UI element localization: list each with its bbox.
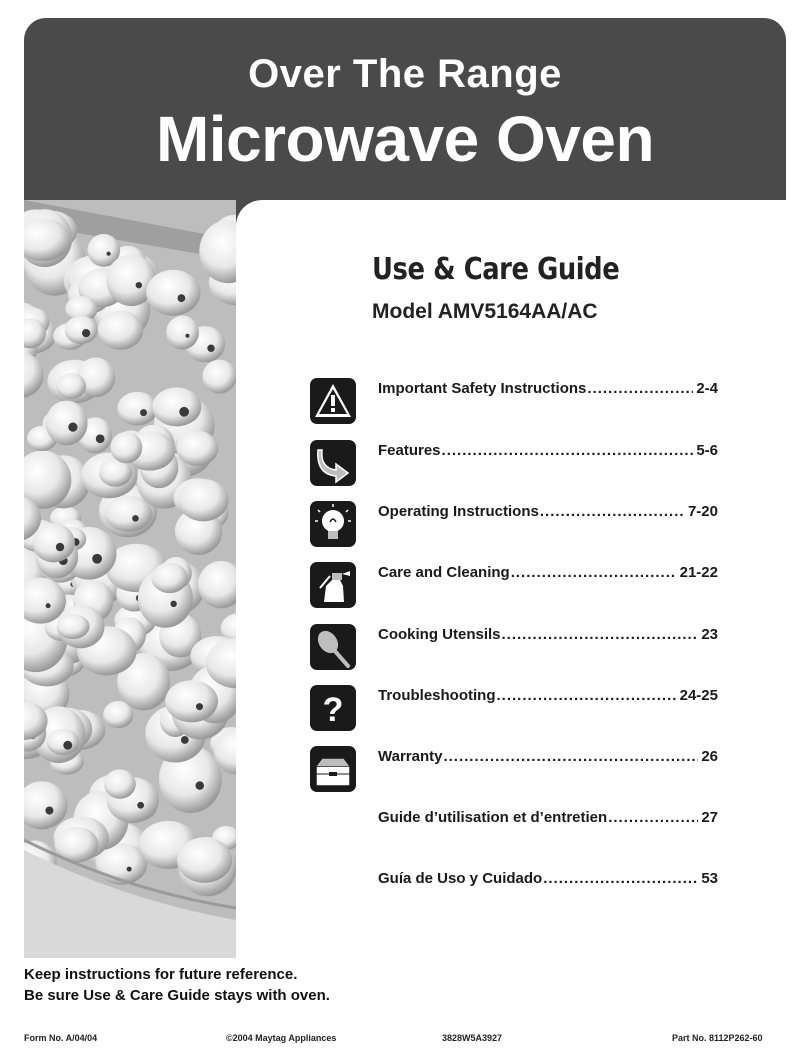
keep-notice-line-2: Be sure Use & Care Guide stays with oven. [24, 987, 330, 1004]
kernel-hull [179, 407, 189, 417]
popcorn-kernel [166, 316, 199, 350]
toc-pages: 7-20 [687, 503, 718, 520]
popcorn-kernel [146, 270, 200, 316]
spoon-icon [310, 624, 356, 670]
kernel-hull [178, 294, 186, 302]
spray-bottle-icon [310, 562, 356, 608]
toc-item [310, 868, 720, 918]
toc-entry [378, 503, 718, 520]
kernel-hull [63, 741, 72, 750]
toolbox-icon [310, 746, 356, 792]
toc-item [310, 746, 720, 796]
popcorn-kernel [110, 432, 142, 463]
toc-entry [378, 626, 718, 643]
kernel-hull [137, 802, 144, 809]
toc-pages: 53 [701, 870, 718, 887]
kernel-hull [170, 601, 176, 607]
kernel-hull [96, 434, 105, 443]
copyright: ©2004 Maytag Appliances [226, 1033, 337, 1043]
toc-label: Guía de Uso y Cuidado [378, 870, 543, 887]
toc-pages: 21-22 [679, 564, 718, 581]
popcorn-kernel [98, 311, 143, 350]
toc-leader [442, 442, 694, 459]
toc-label: Features [378, 442, 441, 459]
kernel-hull [107, 252, 111, 256]
toc-leader [502, 626, 699, 643]
toc-item [310, 501, 720, 551]
toc-label: Care and Cleaning [378, 564, 510, 581]
popcorn-kernel [56, 614, 89, 639]
popcorn-kernel [177, 837, 232, 883]
toc-entry [378, 809, 718, 826]
toc-leader [608, 809, 698, 826]
kernel-hull [196, 703, 203, 710]
kernel-hull [207, 344, 214, 351]
guide-title: Use & Care Guide [372, 252, 620, 287]
popcorn-kernel [46, 729, 79, 755]
toc-leader [497, 687, 677, 704]
header-line-2: Microwave Oven [155, 103, 655, 175]
kernel-hull [140, 409, 147, 416]
no-icon [310, 807, 356, 853]
kernel-hull [46, 603, 51, 608]
toc-entry [378, 748, 718, 765]
popcorn-kernel [176, 431, 218, 466]
kernel-hull [127, 867, 132, 872]
toc-label: Important Safety Instructions [378, 380, 587, 397]
question-icon [310, 685, 356, 731]
popcorn-kernel [178, 479, 228, 521]
popcorn-kernel [65, 316, 98, 344]
lightbulb-icon [310, 501, 356, 547]
toc-pages: 23 [701, 626, 718, 643]
toc-label: Warranty [378, 748, 443, 765]
toc-pages: 26 [701, 748, 718, 765]
popcorn-kernel [151, 563, 187, 593]
keep-notice [24, 964, 330, 1006]
toc-label: Cooking Utensils [378, 626, 501, 643]
toc-item [310, 624, 720, 674]
document-code: 3828W5A3927 [442, 1033, 503, 1043]
popcorn-kernel [56, 373, 86, 399]
popcorn-kernel [32, 523, 75, 562]
model-number: Model AMV5164AA/AC [372, 300, 598, 323]
toc-entry [378, 380, 718, 397]
toc-item [310, 807, 720, 857]
keep-notice-line-1: Keep instructions for future reference. [24, 966, 298, 983]
toc-pages: 24-25 [679, 687, 718, 704]
popcorn-kernel [165, 680, 218, 722]
kernel-hull [181, 736, 189, 744]
toc-entry [378, 870, 718, 887]
toc-pages: 27 [701, 809, 718, 826]
toc-label: Troubleshooting [378, 687, 496, 704]
cover-header [24, 18, 786, 200]
kernel-hull [68, 423, 77, 432]
toc-entry [378, 564, 718, 581]
popcorn-kernel [152, 387, 201, 426]
toc-pages: 2-4 [696, 380, 718, 397]
kernel-hull [136, 282, 142, 288]
form-number: Form No. A/04/04 [24, 1033, 98, 1043]
kernel-hull [56, 543, 64, 551]
toc-leader [543, 870, 698, 887]
toc-item [310, 562, 720, 612]
toc-label: Guide d’utilisation et d’entretien [378, 809, 608, 826]
kernel-hull [92, 554, 102, 564]
popcorn-illustration [24, 200, 236, 958]
svg-text:?: ? [322, 691, 344, 729]
toc-leader [587, 380, 693, 397]
no-icon [310, 868, 356, 914]
kernel-hull [82, 329, 90, 337]
kernel-hull [196, 781, 204, 789]
toc-leader [511, 564, 677, 581]
kernel-hull [45, 806, 53, 814]
popcorn-kernel [46, 401, 88, 446]
toc-item [310, 440, 720, 490]
arrow-icon [310, 440, 356, 486]
popcorn-kernel [104, 769, 136, 798]
toc-entry [378, 687, 718, 704]
warning-icon [310, 378, 356, 424]
toc-entry [378, 442, 718, 459]
toc-label: Operating Instructions [378, 503, 539, 520]
toc-leader [443, 748, 698, 765]
part-number: Part No. 8112P262-60 [672, 1033, 763, 1043]
toc-item [310, 378, 720, 428]
toc-leader [540, 503, 685, 520]
kernel-hull [185, 334, 189, 338]
kernel-hull [132, 515, 139, 522]
popcorn-kernel [104, 496, 152, 532]
toc-pages: 5-6 [696, 442, 718, 459]
popcorn-kernel [202, 360, 236, 394]
popcorn-kernel [117, 392, 157, 426]
popcorn-photo [24, 200, 236, 958]
toc-item [310, 685, 720, 735]
header-line-1: Over The Range [248, 52, 562, 96]
